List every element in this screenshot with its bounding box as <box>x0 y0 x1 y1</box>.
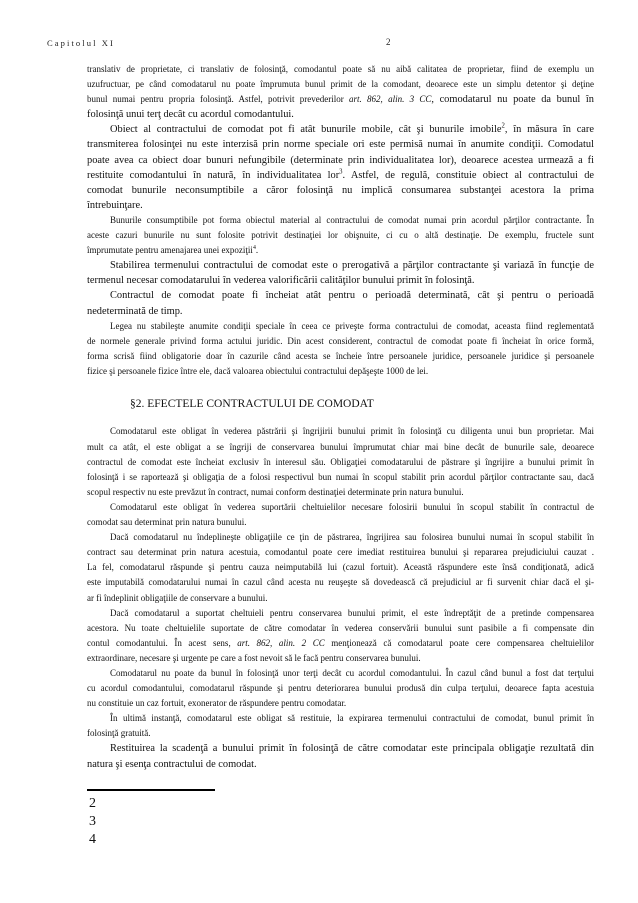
text-line <box>87 621 594 636</box>
line-text: întrebuinţare. <box>87 199 143 211</box>
paragraph <box>87 122 594 213</box>
paragraph <box>87 606 594 666</box>
line-text: folosinţă gratuită. <box>87 728 151 739</box>
running-header <box>0 0 638 52</box>
page-number: 2 <box>386 37 391 47</box>
line-text: ar fi îndeplinit obligaţiile de conservare a bunului. <box>87 592 268 603</box>
footnote-number: 2 <box>89 795 96 811</box>
text-line <box>87 213 594 228</box>
note-paragraph <box>87 319 594 379</box>
text-line <box>87 696 594 711</box>
text-line <box>87 440 594 455</box>
footnotes <box>87 795 594 849</box>
line-text: Contractul de comodat poate fi încheiat atât pentru o perioadă determinată, cât şi pentru o perioadă <box>110 290 594 302</box>
text-line <box>87 651 594 666</box>
legal-citation: art. 862, alin. 2 CC <box>237 637 325 648</box>
paragraph <box>87 288 594 318</box>
line-text: Comodatarul este obligat în vederea păstrării şi îngrijirii bunului primit în folosinţă cu diligenta unui bun proprietar. Mai <box>110 426 594 437</box>
paragraph <box>87 424 594 499</box>
legal-citation: art. 862, alin. 3 CC <box>349 94 432 105</box>
line-text: acestora. Nu toate cheltuielile suportate de către comodatar în vederea conservării bunului sunt pasibile a fi compensate din <box>87 622 594 633</box>
text-line <box>87 107 594 122</box>
line-text: La fel, comodatarul răspunde şi pentru cauza neimputabilă lui (cazul fortuit). Această răspundere este însă condiţionată, adică <box>87 562 594 573</box>
paragraph <box>87 530 594 605</box>
text-line <box>87 606 594 621</box>
paragraph <box>87 741 594 771</box>
footnote-reference: 2 <box>501 122 505 130</box>
paragraph <box>87 62 594 122</box>
text-line <box>87 591 594 606</box>
footnote-reference: 4 <box>252 245 256 252</box>
text-line <box>87 334 594 349</box>
line-text: Bunurile consumptibile pot forma obiectul material al contractului de comodat numai prin acordul părţilor contractante. În <box>110 214 594 225</box>
line-text <box>87 168 594 183</box>
text-line <box>87 424 594 439</box>
line-text: contractul de comodat este încheiat exclusiv în interesul său. Obligaţiei comodatarului de păstrare şi îngrijire a bunului primit în <box>87 456 594 467</box>
text-run: . <box>255 245 259 256</box>
line-text: Dacă comodatarul nu îndeplineşte obligaţiile ce ţin de păstrarea, îngrijirea sau folosirea bunului numai în scopul stabilit în <box>110 532 594 543</box>
text-line <box>87 545 594 560</box>
text-run: Obiect al contractului de comodat pot fi atât bunurile mobile, cât şi bunurile imobile <box>110 124 502 136</box>
footnote-reference: 3 <box>339 168 343 176</box>
footnote-separator <box>87 789 215 791</box>
note-paragraph <box>87 213 594 258</box>
line-text: mult ca atât, el este obligat a se îngriji de conservarea bunului împrumutat chiar mai bine decât de bunurile sale, deoarece <box>87 441 594 452</box>
line-text: forma scrisă fiind obligatorie doar în cazurile când acesta se încheie între persoanele juridice, persoanele juridice şi persoanele <box>87 350 594 361</box>
text-line <box>87 288 594 303</box>
text-line <box>87 258 594 273</box>
text-line <box>87 198 594 213</box>
text-line <box>87 636 594 651</box>
section-body <box>87 424 594 771</box>
line-text: Comodatarul este obligat în vederea suportării cheltuielilor necesare folosirii bunului în scopul stabilit în contractul de <box>110 501 594 512</box>
line-text: Restituirea la scadenţă a bunului primit în folosinţă de către comodatar este principala obligaţie rezultată din <box>110 743 594 755</box>
line-text: extraordinare, necesare şi urgente pe care a fost nevoit să le facă pentru conservarea bunului. <box>87 652 421 663</box>
text-run: împrumutate pentru amenajarea unei expoziţii <box>87 245 253 256</box>
text-line <box>87 273 594 288</box>
line-text: translativ de proprietate, ci translativ de folosinţă, comodantul poate să nu aibă calitatea de proprietar, fiind de exemplu un <box>87 64 594 74</box>
text-block <box>87 62 594 379</box>
text-line <box>87 153 594 168</box>
text-run: menţionează că comodatarul poate cere compensarea cheltuielilor <box>324 637 594 648</box>
text-line <box>87 741 594 756</box>
line-text: este imputabilă comodatarului numai în cazul când acesta nu reuşeşte să dovedească că prejudiciul ar fi survenit chiar dacă el şi- <box>87 577 594 588</box>
line-text: Stabilirea termenului contractului de comodat este o prerogativă a părţilor contractante şi variază în funcţie de <box>110 260 594 272</box>
paragraph <box>87 500 594 530</box>
text-line <box>87 500 594 515</box>
line-text <box>87 92 594 107</box>
line-text: nu constituie un caz fortuit, exonerator de răspundere pentru comodatar. <box>87 698 347 709</box>
text-line <box>87 364 594 379</box>
footnote-number: 4 <box>89 831 96 847</box>
line-text: de normele generale privind forma actului juridic. Din acest considerent, contractul de comodat poate fi încheiat în orice formă, <box>87 335 594 346</box>
section-heading: §2. EFECTELE CONTRACTULUI DE COMODAT <box>130 397 374 410</box>
text-line <box>87 666 594 681</box>
line-text: Legea nu stabileşte anumite condiţii speciale în ceea ce priveşte forma contractului de comodat, aceasta fiind reglementată <box>110 320 594 331</box>
text-line <box>87 485 594 500</box>
text-line <box>87 243 594 258</box>
line-text: fizice şi persoanele fizice între ele, dacă valoarea obiectului contractului depăşeşte 1000 de lei. <box>87 365 429 376</box>
text-line <box>87 304 594 319</box>
line-text: scopul respectiv nu este prevăzut în contract, numai conform destinaţiei determinate prin natura bunului. <box>87 486 464 497</box>
line-text: folosinţă unui terţ decât cu acordul comodantului. <box>87 109 294 121</box>
line-text <box>110 122 594 137</box>
text-line <box>87 92 594 107</box>
line-text: Dacă comodatarul a suportat cheltuieli pentru conservarea bunului primit, el este îndreptăţit de a pretinde compensarea <box>110 607 594 618</box>
line-text: natura şi esenţa contractului de comodat. <box>87 758 257 770</box>
text-line <box>87 455 594 470</box>
text-run: . Astfel, de regulă, constituie obiect al contractului de <box>342 169 594 181</box>
line-text: transmiterea folosinţei nu este interzisă prin norme speciale ori este permisă numai în anumite condiţii. Comodatul <box>87 139 594 151</box>
text-line <box>87 515 594 530</box>
text-run: , comodatarul nu poate da bunul în <box>431 94 594 106</box>
line-text: termenul necesar comodatarului în vederea valorificării calităţilor bunului primit în folosinţă. <box>87 275 475 287</box>
line-text: nedeterminată de timp. <box>87 305 183 317</box>
footnote-number: 3 <box>89 813 96 829</box>
chapter-title: Capitolul XI <box>47 38 115 48</box>
text-line <box>87 726 594 741</box>
text-line <box>87 77 594 92</box>
paragraph <box>87 711 594 741</box>
text-line <box>87 681 594 696</box>
line-text: comodat bunurile neconsumptibile a căror folosinţă nu implică consumarea substanţei acestora la prima <box>87 184 594 196</box>
text-run: contul comodantului. În acest sens, <box>87 637 238 648</box>
text-run: , în măsura în care <box>504 124 594 136</box>
text-line <box>87 137 594 152</box>
line-text <box>87 636 594 651</box>
line-text: Comodatarul nu poate da bunul în folosinţă unor terţi decât cu acordul comodantului. În cazul când bunul a fost dat terţului <box>110 667 594 678</box>
line-text: aceste cazuri bunurile nu sunt folosite potrivit destinaţiei lor obişnuite, ci cu o altă destinaţie. De exemplu, fructele sunt <box>87 230 594 241</box>
line-text: În ultimă instanţă, comodatarul este obligat să restituie, la expirarea termenului contractului de comodat, bunul primit în <box>110 713 594 724</box>
text-line <box>87 560 594 575</box>
text-line <box>87 349 594 364</box>
line-text: folosinţă i se raportează şi obligaţia de a folosi respectivul bun numai în scopul stabilit prin acordul părţilor contractante sau, dacă <box>87 471 594 482</box>
line-text <box>87 243 258 258</box>
line-text: cu acordul comodantului, comodatarul răspunde şi pentru deteriorarea bunului produsă din culpa terţului, deoarece fapta acestuia <box>87 683 594 694</box>
text-line <box>87 62 594 77</box>
paragraph <box>87 666 594 711</box>
line-text: contract sau determinat prin natura acestuia, comodantul poate cere imediat restituirea bunului şi repararea prejudiciului cauzat . <box>87 547 594 558</box>
line-text: poate avea ca obiect doar bunuri nefungibile (determinate prin individualitatea lor), deoarece acestea urmează a fi <box>87 154 594 166</box>
text-column <box>87 62 594 849</box>
text-line <box>87 122 594 137</box>
text-run: restituite comodantului în natură, în individualitatea lor <box>87 169 340 181</box>
text-line <box>87 168 594 183</box>
text-run: bunul numai pentru propria folosinţă. Astfel, potrivit prevederilor <box>87 94 350 105</box>
text-line <box>87 228 594 243</box>
text-line <box>87 470 594 485</box>
text-line <box>87 575 594 590</box>
text-line <box>87 183 594 198</box>
text-line <box>87 711 594 726</box>
text-line <box>87 319 594 334</box>
line-text: uzufructuar, pe când comodatarul nu poate împrumuta bunul primit de la comodant, deoarece este un simplu detentor şi deţine <box>87 79 594 90</box>
paragraph <box>87 258 594 288</box>
text-line <box>87 530 594 545</box>
line-text: comodat sau determinat prin natura bunului. <box>87 517 247 528</box>
text-line <box>87 757 594 772</box>
